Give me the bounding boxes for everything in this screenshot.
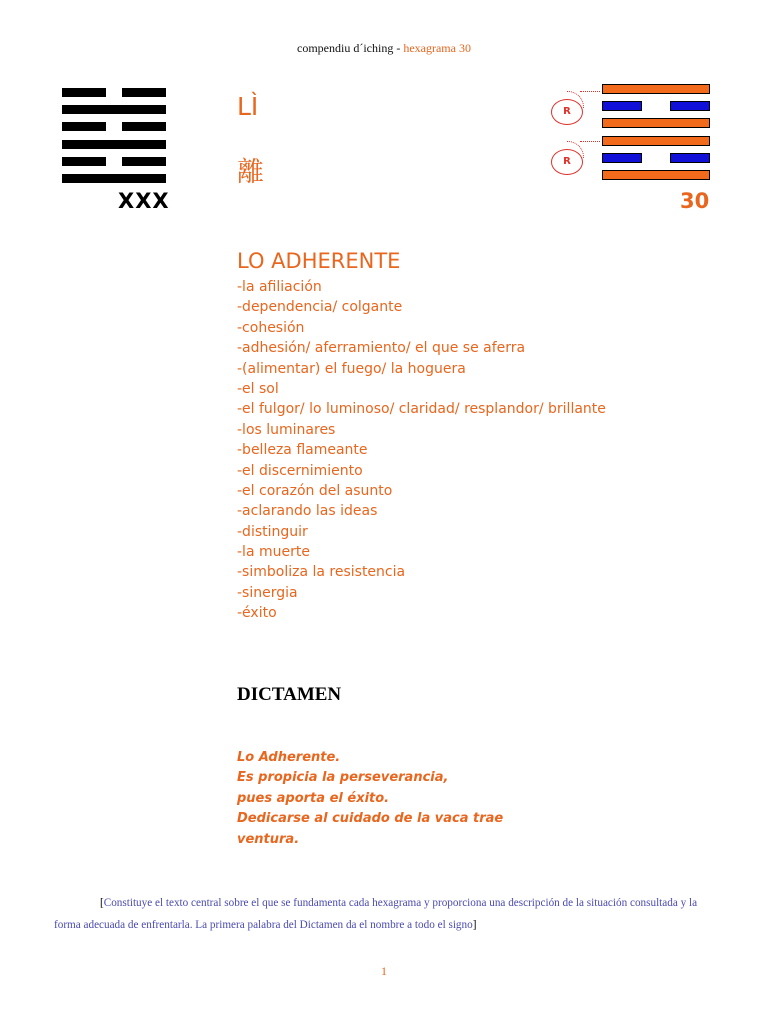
attribute-item: -la afiliación (237, 279, 322, 295)
hexagram-name: LÌ (237, 92, 259, 121)
dictamen-heading: DICTAMEN (237, 684, 342, 705)
attribute-item: -distinguir (237, 523, 308, 540)
line-segment (602, 153, 642, 163)
hexagram-number: 30 (680, 189, 710, 213)
attribute-item: -sinergia (237, 584, 298, 601)
dictamen-line: Dedicarse al cuidado de la vaca trae (237, 811, 504, 827)
note-open-bracket: [ (100, 897, 104, 909)
hexagram-left-label: XXX (118, 189, 170, 213)
line-segment (670, 153, 710, 163)
hexagram-left-line-3 (62, 122, 166, 131)
hexagram-right-line-2 (602, 101, 710, 111)
hexagram-left (62, 88, 166, 184)
dictamen-line: ventura. (237, 831, 300, 847)
attribute-item: -(alimentar) el fuego/ la hoguera (237, 360, 466, 377)
line-segment (62, 88, 106, 97)
line-segment (122, 122, 166, 131)
hexagram-left-line-2 (62, 105, 166, 114)
hexagram-left-line-5 (62, 157, 166, 166)
line-segment (62, 157, 106, 166)
attribute-item: -el sol (237, 380, 279, 397)
line-segment (122, 157, 166, 166)
note-close-bracket: ] (472, 919, 477, 931)
hexagram-left-line-4 (62, 140, 166, 149)
attribute-item: -simboliza la resistencia (237, 564, 406, 581)
attribute-item: -cohesión (237, 319, 305, 336)
changing-line-badge: R (551, 149, 583, 175)
dictamen-note (54, 892, 714, 936)
line-segment (602, 136, 710, 146)
section-title: LO ADHERENTE (237, 249, 401, 273)
line-segment (670, 101, 710, 111)
hexagram-left-line-1 (62, 88, 166, 97)
hexagram-right-line-1 (602, 84, 710, 94)
line-segment (122, 88, 166, 97)
attribute-item: -éxito (237, 605, 277, 622)
header-prefix: compendiu d´iching - (297, 41, 404, 55)
line-segment (62, 140, 166, 149)
dictamen-line: Lo Adherente. (237, 750, 341, 765)
attribute-item: -aclarando las ideas (237, 503, 378, 520)
line-segment (602, 170, 710, 180)
attribute-item: -los luminares (237, 421, 336, 438)
hexagram-right-line-6 (602, 170, 710, 180)
dictamen-line: Es propicia la perseverancia, (237, 770, 449, 786)
attribute-item: -el fulgor/ lo luminoso/ claridad/ resplandor/ brillante (237, 401, 606, 418)
note-text: Constituye el texto central sobre el que se fundamenta cada hexagrama y proporciona una descripción de la situación consultada y la forma adecuada de enfrentarla. La primera palabra del Dictamen da el nombre a todo el signo (54, 897, 698, 931)
line-segment (602, 84, 710, 94)
attribute-item: -el discernimiento (237, 462, 363, 479)
connector-curve (567, 91, 584, 108)
changing-line-badge: R (551, 99, 583, 125)
hexagram-left-line-6 (62, 174, 166, 183)
attribute-item: -belleza flameante (237, 442, 368, 459)
dictamen-line: pues aporta el éxito. (237, 790, 390, 806)
hexagram-hanzi: 離 (237, 157, 264, 188)
line-segment (602, 101, 642, 111)
line-segment (62, 105, 166, 114)
page-header (0, 41, 768, 56)
attribute-item: -la muerte (237, 544, 310, 561)
dictamen-text (237, 748, 503, 850)
hexagram-right-line-5 (602, 153, 710, 163)
connector-line (580, 91, 600, 92)
hexagram-right (602, 84, 710, 184)
attribute-list (237, 277, 606, 624)
header-accent: hexagrama 30 (403, 41, 471, 55)
page-number: 1 (381, 964, 387, 978)
attribute-item: -el corazón del asunto (237, 482, 393, 499)
attribute-item: -adhesión/ aferramiento/ el que se aferra (237, 340, 526, 357)
connector-line (580, 141, 600, 142)
hexagram-right-line-3 (602, 118, 710, 128)
attribute-item: -dependencia/ colgante (237, 299, 403, 316)
line-segment (62, 174, 166, 183)
connector-curve (567, 141, 584, 158)
line-segment (602, 118, 710, 128)
line-segment (62, 122, 106, 131)
hexagram-right-line-4 (602, 136, 710, 146)
